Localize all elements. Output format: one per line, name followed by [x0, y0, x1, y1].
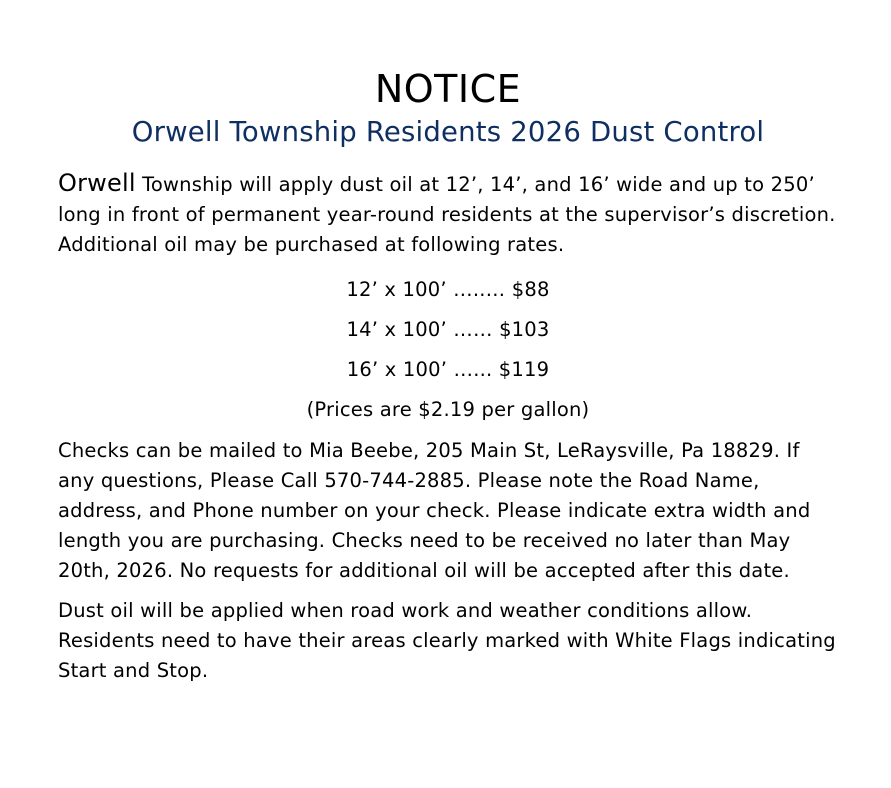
application-paragraph: Dust oil will be applied when road work and weather conditions allow. Residents need to have their areas clearly marked with White Flags indicating Start and Stop.: [58, 599, 836, 682]
rates-list: [58, 270, 838, 430]
rate-line-12ft: 12’ x 100’ …..… $88: [346, 278, 550, 301]
rate-line-16ft: 16’ x 100’ …... $119: [346, 358, 550, 381]
rate-line-14ft: 14’ x 100’ …… $103: [346, 318, 550, 341]
price-note: (Prices are $2.19 per gallon): [306, 398, 590, 421]
intro-paragraph: [58, 168, 838, 260]
notice-subtitle: Orwell Township Residents 2026 Dust Control: [131, 116, 765, 148]
notice-title: NOTICE: [374, 67, 522, 111]
intro-text: Township will apply dust oil at 12’, 14’, and 16’ wide and up to 250’ long in front of permanent year-round residents at the supervisor’s discretion. Additional oil may be purchased at following rates.: [58, 173, 836, 256]
intro-lead-word: Orwell: [58, 169, 136, 197]
notice-document: [58, 68, 838, 686]
payment-paragraph: Checks can be mailed to Mia Beebe, 205 Main St, LeRaysville, Pa 18829. If any questions, Please Call 570-744-2885. Please note the Road Name, address, and Phone number on your check. Please indicate extra width and length you are purchasing. Checks need to be received no later than May 20th, 2026. No requests for additional oil will be accepted after this date.: [58, 439, 811, 582]
